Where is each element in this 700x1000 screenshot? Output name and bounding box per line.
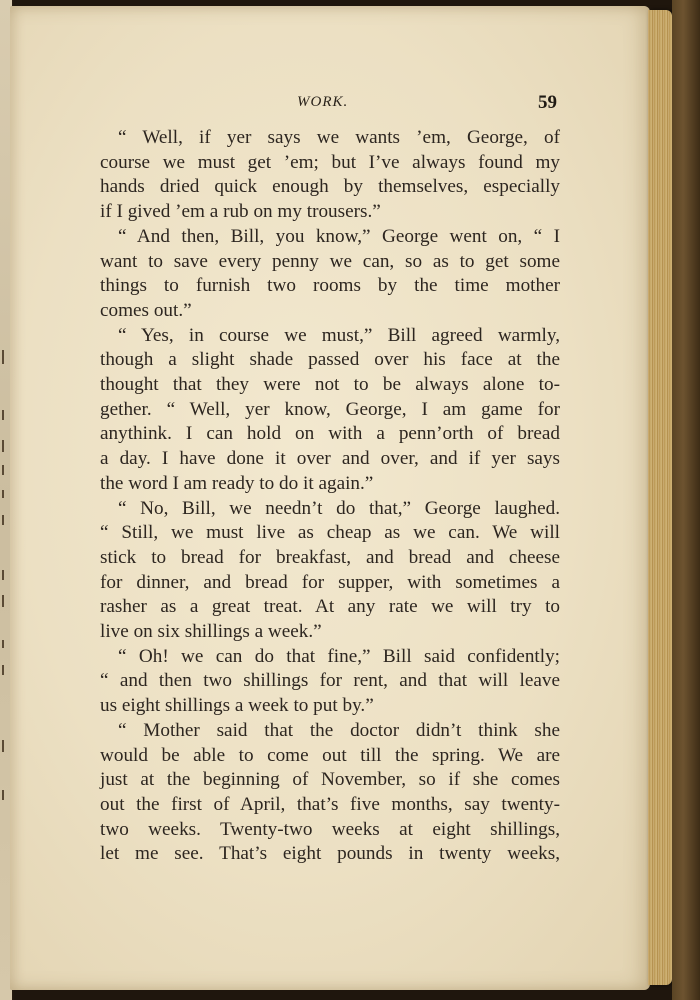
text-line: “ No, Bill, we needn’t do that,” George laughed. bbox=[118, 497, 560, 519]
text-line: hands dried quick enough by themselves, especially bbox=[100, 176, 560, 198]
text-line: anythink. I can hold on with a penn’orth of bread bbox=[100, 423, 560, 445]
text-line: “ Mother said that the doctor didn’t think she bbox=[118, 719, 560, 741]
text-line: “ Oh! we can do that fine,” Bill said confidently; bbox=[118, 645, 560, 667]
text-line: things to furnish two rooms by the time mother bbox=[100, 275, 560, 297]
text-line: course we must get ’em; but I’ve always found my bbox=[100, 151, 560, 173]
text-line: let me see. That’s eight pounds in twenty weeks, bbox=[100, 843, 560, 865]
text-line: “ Well, if yer says we wants ’em, George, of bbox=[118, 127, 560, 148]
text-line: though a slight shade passed over his face at the bbox=[100, 349, 560, 371]
book-page bbox=[10, 6, 650, 990]
text-line: “ And then, Bill, you know,” George went on, “ I bbox=[118, 225, 560, 247]
book-cover-edge bbox=[672, 0, 700, 1000]
text-line: want to save every penny we can, so as to get some bbox=[100, 250, 560, 272]
running-head: WORK. bbox=[297, 94, 349, 110]
text-line: live on six shillings a week.” bbox=[100, 621, 322, 643]
page-block-edge bbox=[648, 10, 672, 985]
page-header bbox=[10, 94, 650, 118]
text-line: “ Yes, in course we must,” Bill agreed warmly, bbox=[118, 324, 560, 346]
text-line: two weeks. Twenty-two weeks at eight shillings, bbox=[100, 818, 560, 840]
page-number: 59 bbox=[538, 92, 557, 113]
text-line: us eight shillings a week to put by.” bbox=[100, 695, 374, 717]
facing-page-marks bbox=[0, 340, 10, 820]
text-line: rasher as a great treat. At any rate we will try to bbox=[100, 596, 560, 618]
text-line: for dinner, and bread for supper, with sometimes a bbox=[100, 571, 560, 593]
text-line: gether. “ Well, yer know, George, I am game for bbox=[100, 398, 560, 420]
page-body-text bbox=[100, 126, 560, 867]
text-line: a day. I have done it over and over, and if yer says bbox=[100, 448, 560, 470]
text-line: out the first of April, that’s five months, say twenty- bbox=[100, 793, 560, 815]
text-line: stick to bread for breakfast, and bread and cheese bbox=[100, 546, 560, 568]
text-line: if I gived ’em a rub on my trousers.” bbox=[100, 201, 381, 223]
text-line: just at the beginning of November, so if she comes bbox=[100, 769, 560, 791]
text-line: the word I am ready to do it again.” bbox=[100, 472, 374, 494]
text-line: “ and then two shillings for rent, and that will leave bbox=[100, 670, 560, 692]
text-line: “ Still, we must live as cheap as we can. We will bbox=[100, 522, 560, 544]
text-line: thought that they were not to be always alone to- bbox=[100, 374, 560, 396]
text-line: comes out.” bbox=[100, 299, 192, 321]
text-line: would be able to come out till the spring. We are bbox=[100, 744, 560, 766]
